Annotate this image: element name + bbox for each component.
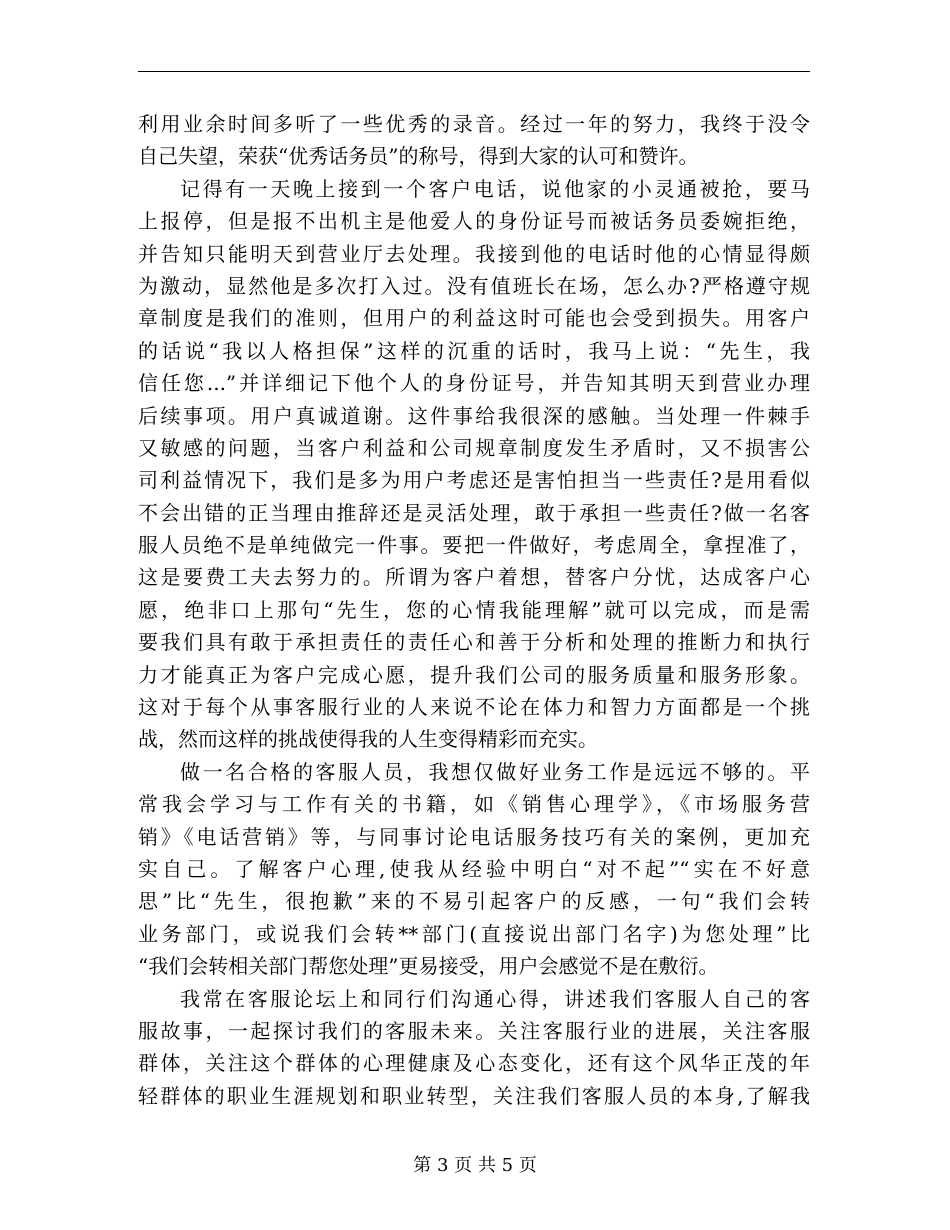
text-line: 我常在客服论坛上和同行们沟通心得，讲述我们客服人自己的客 bbox=[180, 986, 810, 1011]
text-line: 的话说“我以人格担保”这样的沉重的话时，我马上说：“先生，我 bbox=[138, 338, 810, 363]
text-line: 群体，关注这个群体的心理健康及心态变化，还有这个风华正茂的年 bbox=[138, 1051, 810, 1076]
text-line: 力才能真正为客户完成心愿，提升我们公司的服务质量和服务形象。 bbox=[138, 662, 810, 687]
text-line: 章制度是我们的准则，但用户的利益这时可能也会受到损失。用客户 bbox=[138, 306, 810, 331]
text-line: 利用业余时间多听了一些优秀的录音。经过一年的努力，我终于没令 bbox=[138, 112, 810, 136]
text-line: 记得有一天晚上接到一个客户电话，说他家的小灵通被抢，要马 bbox=[180, 176, 810, 201]
text-line: 实自己。了解客户心理,使我从经验中明白“对不起”“实在不好意 bbox=[138, 856, 810, 881]
text-line: 后续事项。用户真诚道谢。这件事给我很深的感触。当处理一件棘手 bbox=[138, 403, 810, 428]
text-line: 服人员绝不是单纯做完一件事。要把一件做好，考虑周全，拿捏准了， bbox=[138, 533, 810, 558]
text-line: 这是要费工夫去努力的。所谓为客户着想，替客户分忧，达成客户心 bbox=[138, 565, 810, 590]
text-line: 信任您...”并详细记下他个人的身份证号，并告知其明天到营业办理 bbox=[138, 371, 810, 396]
text-line: 自己失望，荣获“优秀话务员”的称号，得到大家的认可和赞许。 bbox=[138, 144, 699, 169]
text-line: 战，然而这样的挑战使得我的人生变得精彩而充实。 bbox=[138, 727, 598, 752]
text-line: 并告知只能明天到营业厅去处理。我接到他的电话时他的心情显得颇 bbox=[138, 241, 810, 266]
text-line: 愿，绝非口上那句“先生，您的心情我能理解”就可以完成，而是需 bbox=[138, 597, 810, 622]
text-line: 为激动，显然他是多次打入过。没有值班长在场，怎么办?严格遵守规 bbox=[138, 273, 810, 298]
text-line: 司利益情况下，我们是多为用户考虑还是害怕担当一些责任?是用看似 bbox=[138, 468, 810, 493]
text-line: 不会出错的正当理由推辞还是灵活处理，敢于承担一些责任?做一名客 bbox=[138, 500, 810, 525]
text-line: 思”比“先生，很抱歉”来的不易引起客户的反感，一句“我们会转 bbox=[138, 889, 810, 914]
text-line: 上报停，但是报不出机主是他爱人的身份证号而被话务员委婉拒绝， bbox=[138, 209, 810, 234]
header-rule bbox=[138, 71, 810, 72]
text-line: 常我会学习与工作有关的书籍，如《销售心理学》，《市场服务营 bbox=[138, 792, 810, 817]
text-line: 这对于每个从事客服行业的人来说不论在体力和智力方面都是一个挑 bbox=[138, 695, 810, 720]
page-number: 第 3 页 共 5 页 bbox=[413, 1155, 537, 1176]
text-line: 销》《电话营销》等，与同事讨论电话服务技巧有关的案例，更加充 bbox=[138, 824, 810, 849]
text-line: 又敏感的问题，当客户利益和公司规章制度发生矛盾时，又不损害公 bbox=[138, 435, 810, 460]
text-line: 业务部门，或说我们会转**部门(直接说出部门名字)为您处理”比 bbox=[138, 921, 810, 946]
text-line: 做一名合格的客服人员，我想仅做好业务工作是远远不够的。平 bbox=[180, 759, 810, 784]
document-body bbox=[138, 108, 810, 1112]
text-line: 服故事，一起探讨我们的客服未来。关注客服行业的进展，关注客服 bbox=[138, 1018, 810, 1043]
text-line: “我们会转相关部门帮您处理”更易接受，用户会感觉不是在敷衍。 bbox=[138, 954, 719, 979]
text-line: 要我们具有敢于承担责任的责任心和善于分析和处理的推断力和执行 bbox=[138, 630, 810, 655]
text-line: 轻群体的职业生涯规划和职业转型，关注我们客服人员的本身,了解我 bbox=[138, 1083, 810, 1108]
